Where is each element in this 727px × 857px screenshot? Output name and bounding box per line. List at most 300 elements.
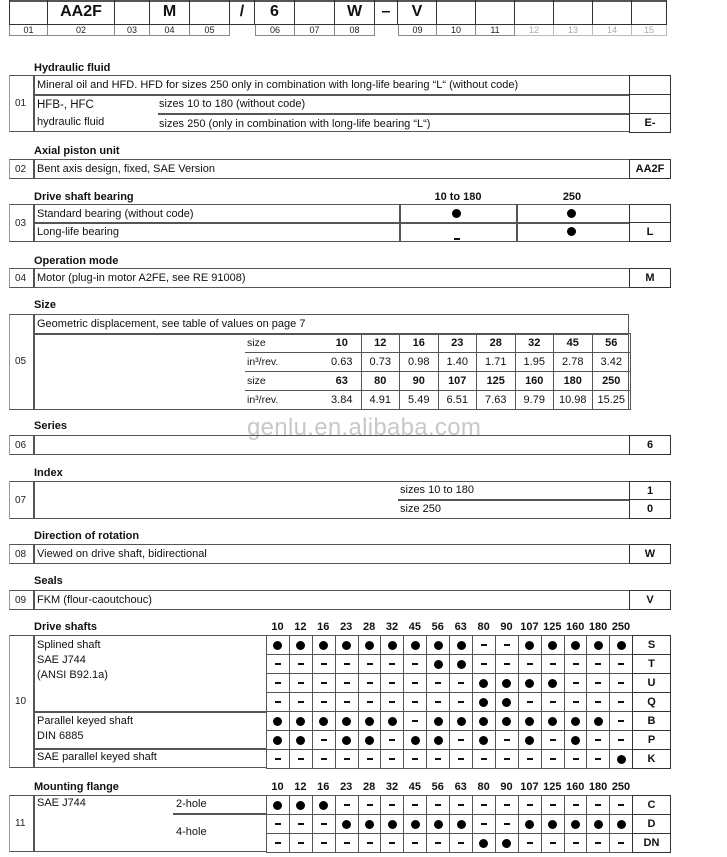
ordering-code-box: – [375,0,398,25]
displacement-value: 9.79 [516,391,555,410]
dash-icon [267,834,290,853]
ordering-code-position: 07 [295,25,335,36]
dash-icon [565,750,588,769]
size-column-header: 250 [611,781,631,793]
displacement-value: 6.51 [439,391,478,410]
dot-icon [267,796,290,815]
section-title-operation-mode: Operation mode [34,255,119,267]
dash-icon [542,796,565,815]
size-column-header: 23 [340,781,353,793]
dot-icon [565,712,588,731]
dash-icon [313,750,336,769]
dash-icon [565,796,588,815]
dot-icon [427,731,450,750]
dash-icon [565,693,588,712]
dash-icon [336,674,359,693]
dash-icon [267,815,290,834]
dot-icon [359,636,382,655]
code-cell-1: 1 [629,481,671,500]
dot-icon [496,834,519,853]
dot-icon [519,712,542,731]
size-values-grid [245,333,631,410]
dash-icon [450,731,473,750]
size-value: 80 [362,372,401,391]
size-column-header: 45 [408,621,422,633]
size-row-label: size [245,372,323,391]
dash-icon [290,674,313,693]
dot-icon [290,636,313,655]
section-title-series: Series [34,420,68,432]
dot-icon [267,731,290,750]
section-title-drive-shaft-bearing: Drive shaft bearing [34,191,134,203]
ordering-code-box [115,0,150,25]
dot-icon [587,815,610,834]
dash-icon [610,834,633,853]
mounting-flange-2-hole: 2-hole [176,798,207,810]
size-row-label: in³/rev. [245,353,323,372]
dot-icon [473,712,496,731]
dot-icon [587,712,610,731]
ordering-code-position: 02 [48,25,115,36]
code-cell-l: L [629,222,671,242]
section-number: 07 [15,495,27,506]
dot-icon [519,636,542,655]
dot-icon [381,815,404,834]
code-cell-d: D [632,814,671,834]
dash-icon [519,693,542,712]
size-column-header: 63 [454,781,467,793]
dash-icon [267,750,290,769]
seals-text: FKM (flour-caoutchouc) [37,594,152,606]
ordering-code-position: 08 [335,25,375,36]
displacement-value: 0.63 [323,353,362,372]
dash-icon [496,815,519,834]
hydraulic-fluid-row1: Mineral oil and HFD. HFD for sizes 250 only in combination with long-life bearing “L“ (without code) [37,79,519,91]
ordering-code-position: 04 [150,25,190,36]
section-number: 05 [15,356,27,367]
bearing-row-long-life: Long-life bearing [37,226,119,238]
ordering-code-position: 12 [515,25,554,36]
dash-icon [454,231,460,243]
drive-shaft-sae-parallel-keyed-label: SAE parallel keyed shaft [37,751,157,763]
dot-icon [450,655,473,674]
dash-icon [565,834,588,853]
hydraulic-fluid-row2: sizes 10 to 180 (without code) [159,98,306,110]
hydraulic-fluid-row3: sizes 250 (only in combination with long-life bearing “L“) [159,118,431,130]
dash-icon [381,655,404,674]
ordering-code-position: 05 [190,25,230,36]
dash-icon [519,834,542,853]
dash-icon [359,693,382,712]
dot-icon [496,712,519,731]
dot-icon [290,796,313,815]
displacement-value: 0.73 [362,353,401,372]
code-cell-p: P [632,730,671,750]
size-column-header: 12 [294,781,307,793]
size-column-header: 45 [408,781,422,793]
dot-icon [610,815,633,834]
dash-icon [496,731,519,750]
dot-icon [404,731,427,750]
ordering-code-box [632,0,667,25]
dash-icon [290,834,313,853]
ordering-code-box: M [150,0,190,25]
size-value: 12 [362,334,401,353]
axial-piston-unit-text: Bent axis design, fixed, SAE Version [37,163,215,175]
dash-icon [404,674,427,693]
dash-icon [404,750,427,769]
dash-icon [359,674,382,693]
dash-icon [404,712,427,731]
dash-icon [359,750,382,769]
size-value: 28 [477,334,516,353]
size-column-header: 107 [520,781,539,793]
dash-icon [587,750,610,769]
dot-icon [542,674,565,693]
dot-icon [359,712,382,731]
section-number: 02 [15,164,27,175]
dash-icon [519,750,542,769]
index-row-10-180: sizes 10 to 180 [400,484,474,496]
dash-icon [610,674,633,693]
size-value: 32 [516,334,555,353]
displacement-value: 10.98 [554,391,593,410]
dash-icon [381,834,404,853]
dash-icon [542,731,565,750]
dash-icon [313,731,336,750]
dot-icon [565,636,588,655]
dash-icon [565,674,588,693]
size-column-header: 90 [500,781,513,793]
size-column-header: 56 [431,621,444,633]
code-cell-empty [629,75,671,95]
dash-icon [313,674,336,693]
section-title-drive-shafts: Drive shafts [34,621,97,633]
dash-icon [587,655,610,674]
dash-icon [290,693,313,712]
code-cell-aa2f: AA2F [629,159,671,179]
dot-icon [587,636,610,655]
dash-icon [336,834,359,853]
dot-icon [267,712,290,731]
dash-icon [381,750,404,769]
dot-icon [427,655,450,674]
dot-icon [473,731,496,750]
dash-icon [290,750,313,769]
dot-icon [313,712,336,731]
code-cell-m: M [629,268,671,288]
dash-icon [610,796,633,815]
section-title-mounting-flange: Mounting flange [34,781,119,793]
dot-icon [519,674,542,693]
dash-icon [450,750,473,769]
index-row-250: size 250 [400,503,441,515]
dash-icon [587,731,610,750]
dash-icon [313,815,336,834]
section-number: 04 [15,273,27,284]
section-title-axial-piston-unit: Axial piston unit [34,145,120,157]
size-value: 16 [400,334,439,353]
displacement-value: 3.42 [593,353,632,372]
dash-icon [473,796,496,815]
dash-icon [381,674,404,693]
ordering-code-position: 14 [593,25,632,36]
dot-icon [404,815,427,834]
mounting-flange-label: SAE J744 [37,797,86,809]
dash-icon [313,834,336,853]
section-number: 01 [15,98,27,109]
size-value: 107 [439,372,478,391]
dash-icon [473,815,496,834]
col-head-250: 250 [562,191,582,203]
dash-icon [404,834,427,853]
size-column-header: 160 [566,781,585,793]
section-number: 06 [15,440,27,451]
size-column-header: 32 [385,781,399,793]
dash-icon [473,636,496,655]
dot-icon [542,815,565,834]
size-value: 63 [323,372,362,391]
size-column-header: 32 [385,621,399,633]
displacement-value: 1.40 [439,353,478,372]
section-title-size: Size [34,299,57,311]
section-title-seals: Seals [34,575,63,587]
ordering-code-box [295,0,335,25]
ordering-code-position: 01 [9,25,48,36]
dot-icon [427,712,450,731]
size-column-header: 80 [477,621,490,633]
dot-icon [452,209,461,221]
dash-icon [267,655,290,674]
direction-text: Viewed on drive shaft, bidirectional [37,548,207,560]
displacement-value: 1.95 [516,353,555,372]
dot-icon [450,636,473,655]
displacement-value: 0.98 [400,353,439,372]
code-cell-empty [629,94,671,114]
ordering-code-box: V [398,0,437,25]
size-column-header: 10 [271,781,284,793]
dash-icon [587,796,610,815]
ordering-code-position: 15 [632,25,667,36]
dash-icon [381,693,404,712]
size-column-header: 28 [362,781,376,793]
dot-icon [336,636,359,655]
dash-icon [336,750,359,769]
dot-icon [565,731,588,750]
section-title-hydraulic-fluid: Hydraulic fluid [34,62,111,74]
dash-icon [519,655,542,674]
size-value: 90 [400,372,439,391]
size-column-header: 80 [477,781,490,793]
dot-icon [610,750,633,769]
ordering-code-position: 03 [115,25,150,36]
dot-icon [267,636,290,655]
hydraulic-fluid-label-1: HFB-, HFC [37,99,94,111]
size-row-label: size [245,334,323,353]
dash-icon [404,796,427,815]
dot-icon [336,712,359,731]
dash-icon [404,655,427,674]
code-cell-t: T [632,654,671,674]
dash-icon [381,796,404,815]
dash-icon [587,834,610,853]
dot-icon [473,834,496,853]
size-column-header: 12 [294,621,307,633]
ordering-code-box [190,0,230,25]
dot-icon [427,636,450,655]
dot-icon [473,693,496,712]
dash-icon [336,655,359,674]
section-title-direction: Direction of rotation [34,530,140,542]
dash-icon [359,796,382,815]
dash-icon [313,655,336,674]
dot-icon [336,731,359,750]
ordering-code-box [515,0,554,25]
hydraulic-fluid-label-2: hydraulic fluid [37,116,105,128]
code-cell-dn: DN [632,833,671,853]
size-column-header: 23 [340,621,353,633]
dot-icon [336,815,359,834]
dash-icon [450,796,473,815]
dash-icon [381,731,404,750]
operation-mode-text: Motor (plug-in motor A2FE, see RE 91008) [37,272,246,284]
code-cell-c: C [632,795,671,815]
dash-icon [610,712,633,731]
displacement-value: 2.78 [554,353,593,372]
size-column-header: 107 [520,621,539,633]
dot-icon [567,209,576,221]
ordering-code-box: AA2F [48,0,115,25]
dot-icon [404,636,427,655]
dash-icon [542,693,565,712]
size-column-header: 16 [317,781,330,793]
series-table [9,435,630,455]
dot-icon [359,815,382,834]
dash-icon [450,674,473,693]
size-column-header: 16 [317,621,330,633]
mounting-flange-grid [266,795,633,853]
drive-shafts-grid [266,635,633,769]
dash-icon [427,834,450,853]
ordering-code-box [437,0,476,25]
dash-icon [610,655,633,674]
dot-icon [542,636,565,655]
size-column-header: 28 [362,621,376,633]
dot-icon [496,674,519,693]
ordering-code-position: 06 [255,25,295,36]
ordering-code-box [476,0,515,25]
dot-icon [313,636,336,655]
dot-icon [565,815,588,834]
dot-icon [290,712,313,731]
code-cell-6: 6 [629,435,671,455]
bearing-row-standard: Standard bearing (without code) [37,208,194,220]
ordering-code-position: 10 [437,25,476,36]
code-cell-s: S [632,635,671,655]
dash-icon [427,796,450,815]
size-value: 45 [554,334,593,353]
dash-icon [267,674,290,693]
dash-icon [496,636,519,655]
dot-icon [610,636,633,655]
dash-icon [565,655,588,674]
dash-icon [542,655,565,674]
ordering-code-box: / [230,0,255,25]
size-column-header: 180 [588,621,608,633]
dot-icon [359,731,382,750]
ordering-code-box [593,0,632,25]
dot-icon [450,712,473,731]
size-column-header: 160 [566,621,585,633]
displacement-value: 5.49 [400,391,439,410]
size-row-label: in³/rev. [245,391,323,410]
dash-icon [290,815,313,834]
dash-icon [496,750,519,769]
code-cell-b: B [632,711,671,731]
dash-icon [610,693,633,712]
size-column-header: 63 [454,621,467,633]
drive-shaft-splined-label: Splined shaft SAE J744 (ANSI B92.1a) [37,639,108,681]
size-value: 125 [477,372,516,391]
code-cell-e: E- [629,113,671,133]
dash-icon [359,834,382,853]
code-cell-u: U [632,673,671,693]
dash-icon [542,750,565,769]
dash-icon [587,674,610,693]
size-value: 180 [554,372,593,391]
section-number: 10 [15,696,27,707]
section-number: 03 [15,218,27,229]
code-cell-q: Q [632,692,671,712]
size-column-header: 56 [431,781,444,793]
dot-icon [381,712,404,731]
dot-icon [473,674,496,693]
displacement-value: 4.91 [362,391,401,410]
dash-icon [610,731,633,750]
size-text: Geometric displacement, see table of values on page 7 [37,318,306,330]
dash-icon [267,693,290,712]
code-cell-w: W [629,544,671,564]
dash-icon [359,655,382,674]
displacement-value: 1.71 [477,353,516,372]
size-value: 23 [439,334,478,353]
dot-icon [427,815,450,834]
size-column-header: 125 [543,621,562,633]
section-title-index: Index [34,467,63,479]
size-value: 56 [593,334,632,353]
dash-icon [519,796,542,815]
ordering-code-box [9,0,48,25]
dot-icon [290,731,313,750]
dash-icon [290,655,313,674]
dash-icon [450,834,473,853]
dash-icon [404,693,427,712]
dot-icon [313,796,336,815]
drive-shaft-parallel-keyed-label: Parallel keyed shaft DIN 6885 [37,715,133,742]
size-column-header: 125 [543,781,562,793]
dash-icon [473,750,496,769]
displacement-value: 3.84 [323,391,362,410]
code-cell-k: K [632,749,671,769]
dash-icon [427,693,450,712]
mounting-flange-4-hole: 4-hole [176,826,207,838]
code-cell-0: 0 [629,499,671,519]
dot-icon [519,731,542,750]
dash-icon [542,834,565,853]
size-column-header: 250 [611,621,631,633]
dash-icon [427,750,450,769]
dash-icon [496,796,519,815]
